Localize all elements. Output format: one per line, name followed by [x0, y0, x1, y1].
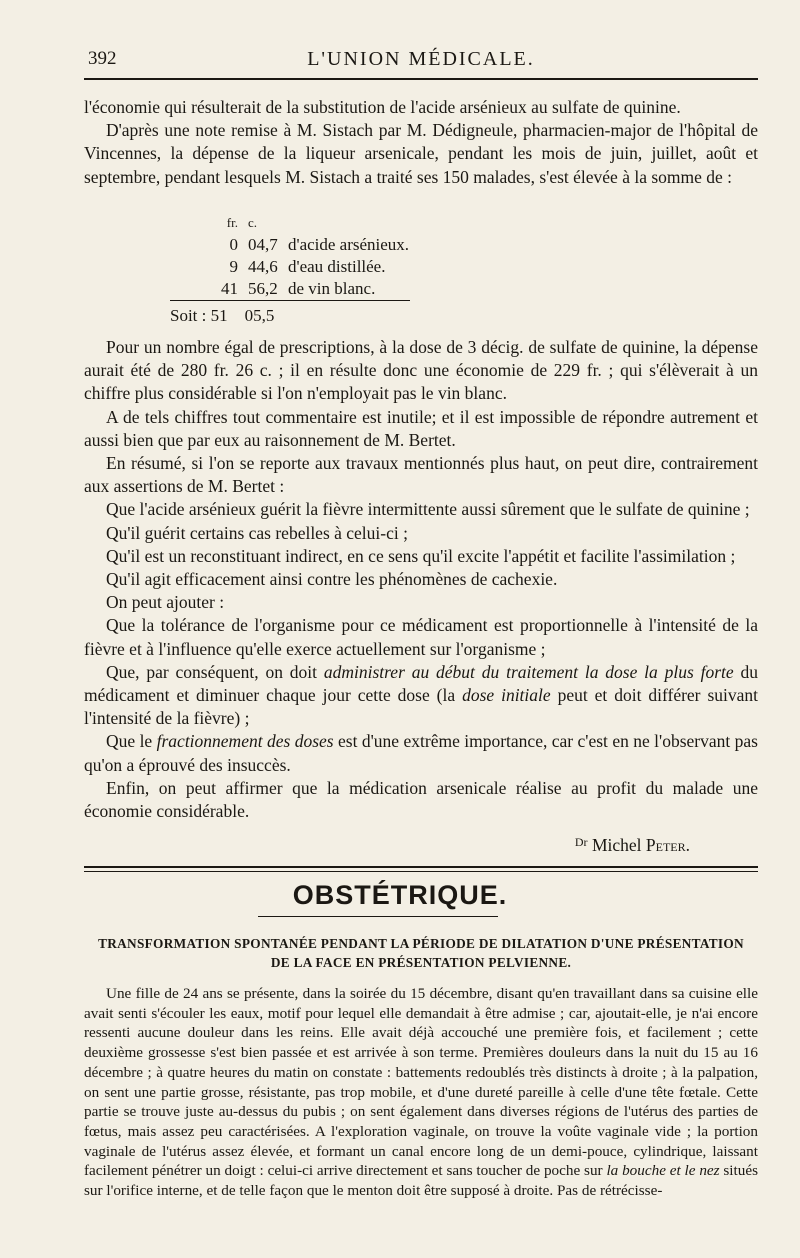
text-block-top	[84, 96, 758, 189]
page-header	[82, 42, 760, 70]
article-subtitle: TRANSFORMATION SPONTANÉE PENDANT LA PÉRIODE DE DILATATION D'UNE PRÉSENTATION DE LA FACE EN PRÉSENTATION PELVIENNE.	[98, 936, 744, 970]
table-row: 0 04,7 d'acide arsénieux.	[229, 235, 410, 254]
paragraph: Pour un nombre égal de prescriptions, à la dose de 3 décig. de sulfate de quinine, la dépense aurait été de 280 fr. 26 c. ; il en résulte donc une économie de 229 fr. ; qui s'élèverait à un chiffre plus considérable si l'on n'employait pas le vin blanc.	[84, 337, 758, 404]
header-rule	[84, 78, 758, 80]
paragraph: Que l'acide arsénieux guérit la fièvre intermittente aussi sûrement que le sulfate de quinine ;	[106, 499, 750, 520]
page-number: 392	[88, 48, 117, 69]
running-title: L'UNION MÉDICALE.	[307, 48, 535, 70]
paragraph: Que le fractionnement des doses est d'une extrême importance, car c'est en ne l'observant pas qu'on a éprouvé des insuccès.	[84, 731, 758, 775]
text-block-main	[84, 336, 758, 823]
col-header-c: c.	[248, 215, 258, 230]
calculation-total: Soit : 51 05,5	[170, 300, 410, 327]
section-rule	[84, 866, 758, 868]
paragraph: D'après une note remise à M. Sistach par M. Dédigneule, pharmacien-major de l'hôpital de Vincennes, la dépense de la liqueur arsenicale, pendant les mois de juin, juillet, août et septembre, pendant lesquels M. Sistach a traité ses 150 malades, s'est élevée à la somme de :	[84, 120, 758, 187]
paragraph: En résumé, si l'on se reporte aux travaux mentionnés plus haut, on peut dire, contrairement aux assertions de M. Bertet :	[84, 453, 758, 497]
col-header-fr: fr.	[226, 215, 238, 230]
paragraph: On peut ajouter :	[106, 592, 225, 613]
table-row: 9 44,6 d'eau distillée.	[229, 257, 386, 276]
title-underline	[258, 916, 498, 917]
paragraph: Que la tolérance de l'organisme pour ce médicament est proportionnelle à l'intensité de la fièvre et à l'influence qu'elle exerce actuellement sur l'organisme ;	[84, 615, 758, 659]
expense-table	[180, 212, 409, 300]
author-signature: $^{Dr}$ Michel Peter.	[574, 835, 690, 855]
paragraph: Que, par conséquent, on doit administrer au début du traitement la dose la plus forte du médicament et diminuer chaque jour cette dose (la dose initiale peut et doit différer suivant l'intensité de la fièvre) ;	[84, 661, 759, 729]
section-title: OBSTÉTRIQUE.	[292, 880, 508, 910]
obstetric-case-paragraph: Une fille de 24 ans se présente, dans la soirée du 15 décembre, disant qu'en travaillant dans sa cuisine elle avait senti s'écouler les eaux, motif pour lequel elle demandait à être admise ; car, ajoutait-elle, je n'ai encore ressenti aucune douleur dans les reins. Elle avait déjà accouché une première fois, et facilement ; cette deuxième grossesse s'est bien passée et est arrivée à son terme. Premières douleurs dans la nuit du 15 au 16 décembre ; à quatre heures du matin on constate : battements redoublés très distincts à droite ; à la palpation, on sent une partie grosse, résistante, pas trop mobile, et d'une dureté pareille à celle d'une tête fœtale. Cette partie se trouve juste au-dessus du pubis ; on sent également dans diverses régions de l'utérus des parties de fœtus, mais assez peu caractérisées. A l'exploration vaginale, on trouve la voûte vaginale vide ; la portion vaginale de l'utérus assez élevée, et formant un canal encore long de un demi-pouce, cylindrique, laissant facilement pénétrer un doigt : celui-ci arrive directement et sans toucher de poche sur la bouche et le nez situés sur l'orifice interne, et de telle façon que le menton doit être supposé à droite. Pas de rétrécisse-	[84, 985, 758, 1200]
paragraph: Enfin, on peut affirmer que la médication arsenicale réalise au profit du malade une économie considérable.	[84, 777, 758, 822]
paragraph: A de tels chiffres tout commentaire est inutile; et il est impossible de répondre autrement et aussi bien que par eux au raisonnement de M. Bertet.	[84, 406, 758, 450]
paragraph: Qu'il agit efficacement ainsi contre les phénomènes de cachexie.	[106, 569, 558, 590]
paragraph: Qu'il guérit certains cas rebelles à celui-ci ;	[106, 522, 408, 543]
table-row: 41 56,2 de vin blanc.	[221, 279, 376, 298]
paragraph: Qu'il est un reconstituant indirect, en ce sens qu'il excite l'appétit et facilite l'assimilation ;	[106, 545, 736, 566]
paragraph: l'économie qui résulterait de la substitution de l'acide arsénieux au sulfate de quinine.	[84, 97, 681, 117]
expense-calculation	[170, 212, 410, 327]
section-rule-thin	[84, 871, 758, 872]
